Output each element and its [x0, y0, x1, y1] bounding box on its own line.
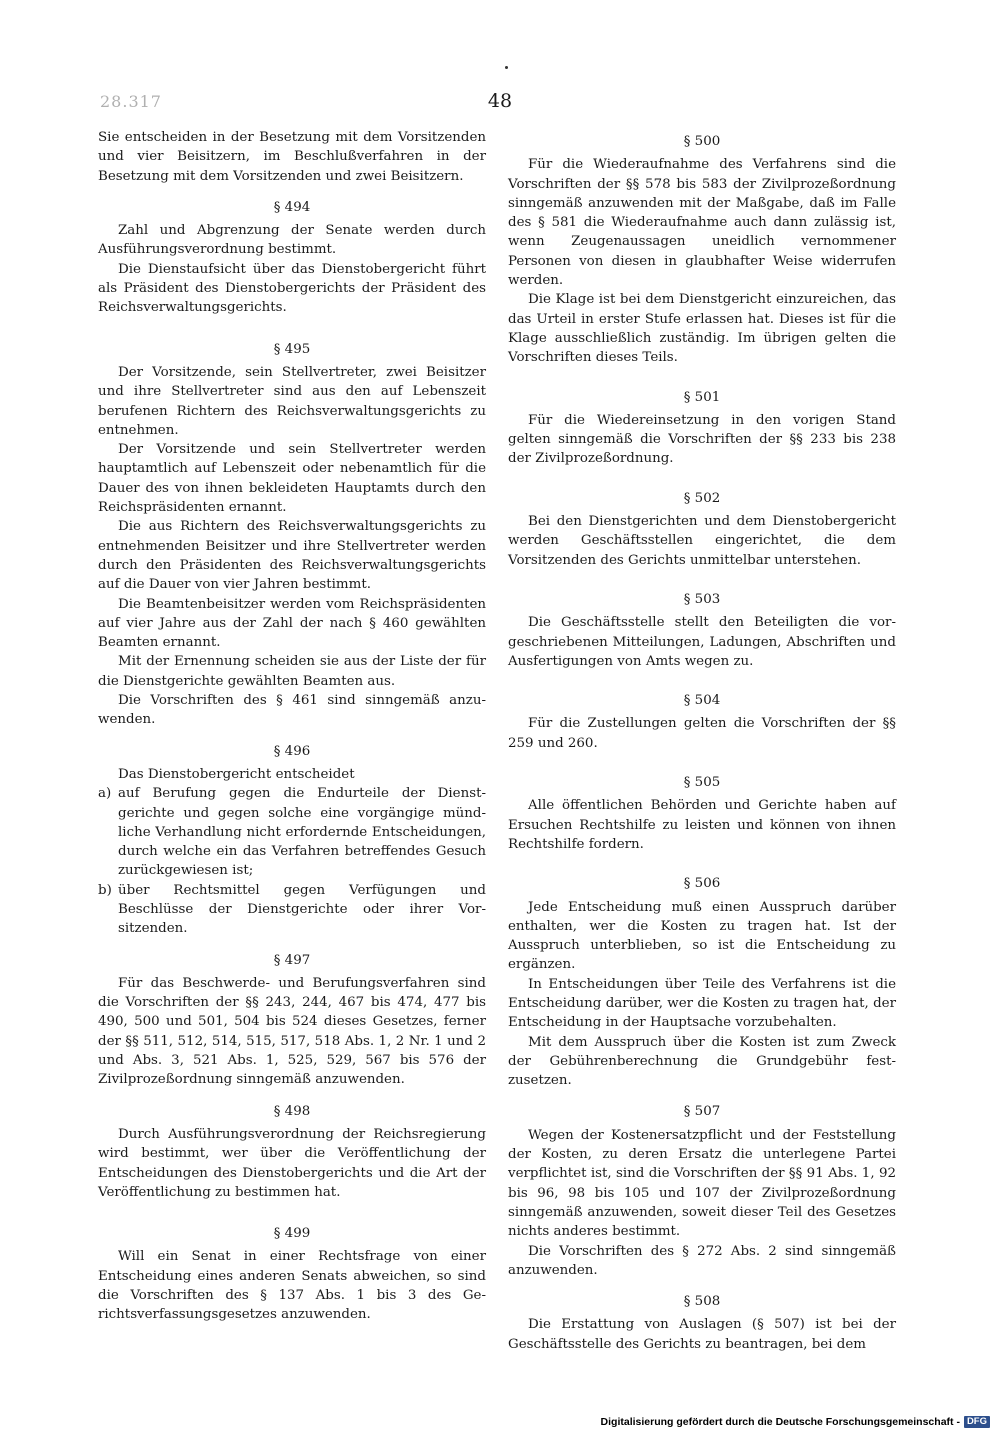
paragraph: In Entscheidungen über Teile des Verfahrens ist die Entscheidung darüber, wer die Kosten zu tragen hat, der Entscheidung in der Hauptsache vorzubehalten.: [508, 976, 896, 1031]
section-497: [98, 951, 486, 1090]
paragraph: Für die Zustellungen gelten die Vorschriften der §§ 259 und 260.: [508, 716, 896, 751]
list-item: [98, 881, 486, 939]
section-495: [98, 340, 486, 730]
paragraph: Wegen der Kostenersatzpflicht und der Feststellung der Kosten, zu deren Ersatz die unterlegene Partei verpflichtet ist, sind die Vorschriften der §§ 91 Abs. 1, 92 bis 96, 98 bis 105 und 107 der Zivilprozeßordnung sinngemäß anzuwenden, soweit dieser Teil des Gesetzes nichts anderes bestimmt.: [508, 1127, 896, 1240]
section-heading: § 501: [683, 389, 721, 405]
section-501: [508, 388, 896, 469]
section-500: [508, 132, 896, 368]
paragraph: Durch Ausführungsverordnung der Reichsregierung wird bestimmt, wer über die Veröffentlichung der Entscheidungen des Dienstobergerichts und die Art der Veröffentlichung zu bestimmen hat.: [98, 1126, 486, 1200]
paragraph: Der Vorsitzende und sein Stellvertreter werden hauptamtlich auf Lebenszeit oder nebenamtlich für die Dauer des von ihnen bekleideten Hauptamts durch den Reichspräsidenten ernannt.: [98, 442, 486, 516]
paragraph: Sie entscheiden in der Besetzung mit dem Vorsitzenden und vier Beisitzern, im Beschlußverfahren in der Besetzung mit dem Vorsitzenden und zwei Beisitzern.: [98, 130, 486, 184]
section-heading: § 508: [683, 1294, 721, 1310]
section-heading: § 499: [273, 1226, 311, 1242]
paragraph: Die aus Richtern des Reichsverwaltungsgerichts zu entnehmenden Beisitzer und ihre Stellvertreter werden durch den Präsidenten des Reichsverwaltungsgerichts auf die Dauer von vier Jahren bestimmt.: [98, 519, 486, 593]
paragraph: Das Dienstobergericht entscheidet: [118, 766, 355, 782]
paragraph: Für die Wiedereinsetzung in den vorigen Stand gelten sinngemäß die Vorschriften der §§ 233 bis 238 der Zivilprozeßordnung.: [508, 412, 896, 467]
digitization-footer: [601, 1416, 990, 1428]
section-heading: § 498: [273, 1103, 311, 1119]
section-heading: § 506: [683, 876, 721, 892]
paragraph: Für die Wiederaufnahme des Verfahrens sind die Vorschriften der §§ 578 bis 583 der Zivilprozeßordnung sinngemäß anzuwenden mit der Maßgabe, daß im Falle des § 581 die Wiederaufnahme auch dann zulässig ist, wenn Zeugenaussagen uneidlich vernommener Personen von diesen in glaubhafter Weise widerrufen werden.: [508, 157, 896, 289]
list-item: [98, 784, 486, 880]
section-heading: § 503: [683, 591, 721, 607]
paragraph: Für das Beschwerde- und Berufungsverfahren sind die Vorschriften der §§ 243, 244, 467 bis 474, 477 bis 490, 500 und 501, 504 bis 524 dieses Gesetzes, ferner der §§ 511, 512, 514, 515, 517, 518 Abs. 1, 2 Nr. 1 und 2 und Abs. 3, 521 Abs. 1, 525, 529, 567 bis 576 der Zivilprozeßordnung sinngemäß anzuwenden.: [98, 975, 486, 1088]
list-label: b): [98, 882, 112, 898]
right-column: [508, 128, 896, 1366]
paragraph: Die Dienstaufsicht über das Dienstobergericht führt als Präsident des Dienstobergerichts der Präsident des Reichsverwaltungsgerichts.: [98, 261, 486, 316]
section-heading: § 502: [683, 490, 721, 506]
section-494: [98, 198, 486, 318]
section-heading: § 505: [683, 775, 721, 791]
paragraph: Mit der Ernennung scheiden sie aus der Liste der für die Dienstgerichte gewählten Beamten aus.: [98, 654, 486, 689]
left-column: [98, 128, 486, 1337]
section-heading: § 504: [683, 693, 721, 709]
section-heading: § 494: [273, 199, 311, 215]
section-496: [98, 742, 486, 939]
paragraph: Die Vorschriften des § 461 sind sinngemäß anzuwenden.: [98, 693, 486, 728]
section-intro: [98, 128, 486, 186]
section-heading: § 500: [683, 134, 721, 149]
section-504: [508, 691, 896, 753]
section-heading: § 497: [273, 952, 311, 968]
paragraph: Die Klage ist bei dem Dienstgericht einzureichen, das das Urteil in erster Stufe erlassen hat. Dieses ist für die Klage ausschließlich zuständig. Im übrigen gelten die Vorschriften dieses Teils.: [508, 292, 896, 366]
section-508: [508, 1292, 896, 1354]
section-503: [508, 590, 896, 671]
section-507: [508, 1102, 896, 1280]
paragraph: Zahl und Abgrenzung der Senate werden durch Ausführungsverordnung bestimmt.: [98, 223, 486, 258]
paragraph: Jede Entscheidung muß einen Ausspruch darüber enthalten, wer die Kosten zu tragen hat. Ist der Ausspruch unterblieben, so ist die Entscheidung zu ergänzen.: [508, 899, 896, 973]
paragraph: Will ein Senat in einer Rechtsfrage von einer Entscheidung eines anderen Senats abweichen, so sind die Vorschriften des § 137 Abs. 1 bis 3 des Gerichtsverfassungsgesetzes anzuwenden.: [98, 1249, 486, 1323]
paragraph: Der Vorsitzende, sein Stellvertreter, zwei Beisitzer und ihre Stellvertreter sind aus den auf Lebenszeit berufenen Richtern des Reichsverwaltungsgerichts zu entnehmen.: [98, 364, 486, 438]
section-505: [508, 773, 896, 854]
dfg-logo: DFG: [964, 1416, 990, 1428]
paragraph: Mit dem Ausspruch über die Kosten ist zum Zweck der Gebührenberechnung die Grundgebühr festzusetzen.: [508, 1034, 896, 1089]
paragraph: Die Vorschriften des § 272 Abs. 2 sind sinngemäß anzuwenden.: [508, 1243, 896, 1278]
archive-stamp: 28.317: [100, 92, 162, 111]
paragraph: Alle öffentlichen Behörden und Gerichte haben auf Ersuchen Rechtshilfe zu leisten und können von ihnen Rechtshilfe fordern.: [508, 798, 896, 852]
section-498: [98, 1102, 486, 1202]
section-499: [98, 1224, 486, 1324]
section-heading: § 495: [273, 341, 311, 357]
section-506: [508, 874, 896, 1090]
paragraph: Die Beamtenbeisitzer werden vom Reichspräsidenten auf vier Jahre aus der Zahl der nach § 460 gewählten Beamten ernannt.: [98, 596, 486, 651]
section-heading: § 507: [683, 1104, 721, 1120]
section-502: [508, 489, 896, 570]
paragraph: Die Erstattung von Auslagen (§ 507) ist bei der Geschäftsstelle des Gerichts zu beantragen, bei dem: [508, 1317, 896, 1352]
page-number: 48: [487, 90, 513, 112]
page-mark: [505, 66, 508, 69]
paragraph: Die Geschäftsstelle stellt den Beteiligten die vorgeschriebenen Mitteilungen, Ladungen, Abschriften und Ausfertigungen von Amts wegen zu.: [508, 615, 896, 669]
list-text: über Rechtsmittel gegen Verfügungen und Beschlüsse der Dienstgerichte oder ihrer Vorsitzenden.: [118, 882, 486, 937]
list-label: a): [98, 786, 112, 802]
paragraph: Bei den Dienstgerichten und dem Dienstobergericht werden Geschäftsstellen eingerichtet, die dem Vorsitzenden des Gerichts unmittelbar unterstehen.: [508, 514, 896, 568]
footer-text: Digitalisierung gefördert durch die Deutsche Forschungsgemeinschaft -: [600, 1416, 960, 1428]
list-text: auf Berufung gegen die Endurteile der Dienstgerichte und gegen solche eine vorgängige mündliche Verhandlung nicht erfordernde Entscheidungen, durch welche ein das Verfahren betreffendes Gesuch zurückgewiesen ist;: [118, 786, 486, 879]
section-heading: § 496: [273, 743, 311, 759]
